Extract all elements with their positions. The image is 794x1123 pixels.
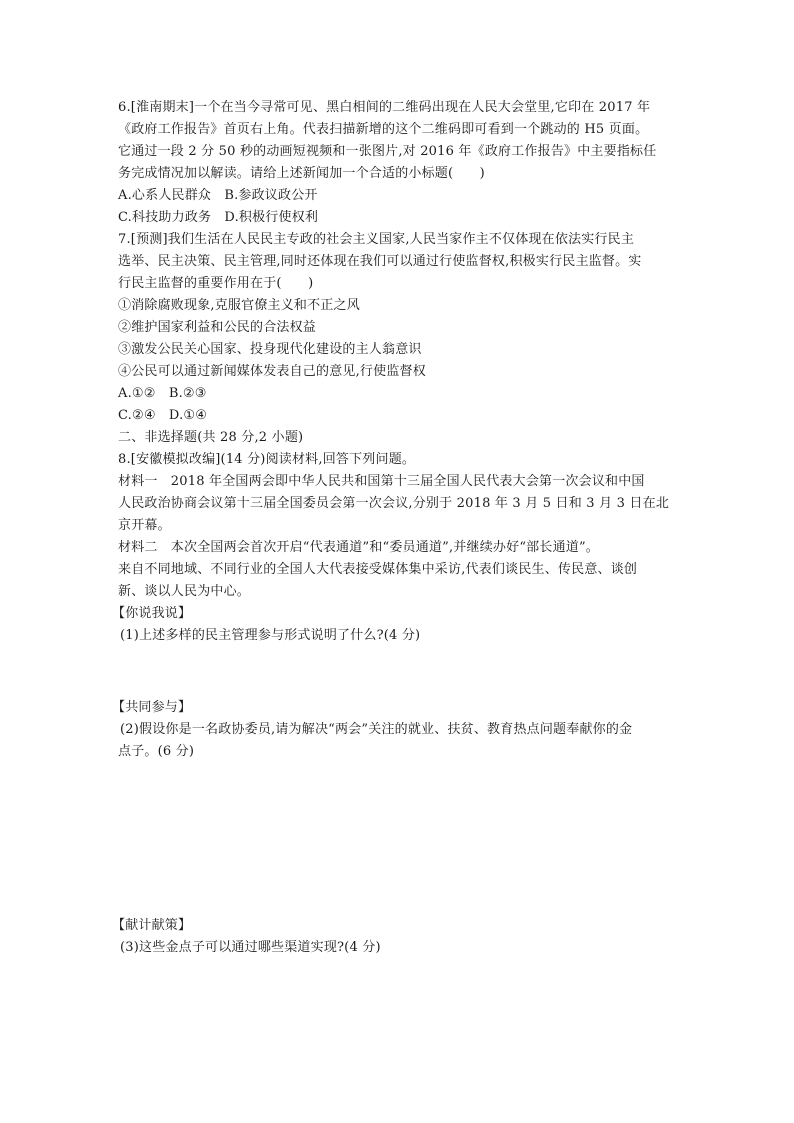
part2-heading: 【共同参与】 <box>112 700 192 715</box>
part2-question-line: (2)假设你是一名政协委员,请为解决“两会”关注的就业、扶贫、教育热点问题奉献你的金 <box>120 722 633 737</box>
q8-material-line: 人民政治协商会议第十三届全国委员会第一次会议,分别于 2018 年 3 月 5 日和 3 月 3 日在北 <box>118 496 670 511</box>
question-8 <box>112 449 678 959</box>
q6-stem-line: 它通过一段 2 分 50 秒的动画短视频和一张图片,对 2016 年《政府工作报告》中主要指标任 <box>118 144 657 159</box>
answer-space <box>118 763 678 915</box>
part1-question: (1)上述多样的民主管理参与形式说明了什么?(4 分) <box>120 628 421 643</box>
q6-stem-line: 《政府工作报告》首页右上角。代表扫描新增的这个二维码即可看到一个跳动的 H5 页面。 <box>118 122 649 137</box>
q6-stem-line: 务完成情况加以解读。请给上述新闻加一个合适的小标题( ) <box>118 166 485 181</box>
q7-options-line: C.②④ D.①④ <box>118 408 208 423</box>
q7-statement: ③激发公民关心国家、投身现代化建设的主人翁意识 <box>118 342 422 357</box>
question-6 <box>118 97 678 229</box>
q7-options-line: A.①② B.②③ <box>118 386 207 401</box>
part3-heading: 【献计献策】 <box>112 918 192 933</box>
q7-statement: ④公民可以通过新闻媒体发表自己的意见,行使监督权 <box>118 364 426 379</box>
q8-material-line: 京开幕。 <box>118 518 171 533</box>
q7-stem-line: 行民主监督的重要作用在于( ) <box>118 276 314 291</box>
q6-options-line: C.科技助力政务 D.积极行使权利 <box>118 210 319 225</box>
q8-material-line: 来自不同地域、不同行业的全国人大代表接受媒体集中采访,代表们谈民生、传民意、谈创 <box>118 562 638 577</box>
q8-stem-line: 8.[安徽模拟改编](14 分)阅读材料,回答下列问题。 <box>118 452 416 467</box>
q6-stem-line: 6.[淮南期末]一个在当今寻常可见、黑白相间的二维码出现在人民大会堂里,它印在 2017 年 <box>118 100 651 115</box>
q7-stem-line: 选举、民主决策、民主管理,同时还体现在我们可以通过行使监督权,积极实行民主监督。实 <box>118 254 642 269</box>
answer-space <box>118 647 678 697</box>
q7-stem-line: 7.[预测]我们生活在人民民主专政的社会主义国家,人民当家作主不仅体现在依法实行民主 <box>118 232 635 247</box>
worksheet-page <box>112 97 678 959</box>
part3-question: (3)这些金点子可以通过哪些渠道实现?(4 分) <box>120 940 381 955</box>
q8-material-line: 新、谈以人民为中心。 <box>118 584 251 599</box>
q6-options-line: A.心系人民群众 B.参政议政公开 <box>118 188 318 203</box>
q7-statement: ①消除腐败现象,克服官僚主义和不正之风 <box>118 298 360 313</box>
part1-heading: 【你说我说】 <box>112 606 192 621</box>
q8-material-line: 材料一 2018 年全国两会即中华人民共和国第十三届全国人民代表大会第一次会议和中国 <box>118 474 645 489</box>
question-7 <box>118 229 678 427</box>
section-title: 二、非选择题(共 28 分,2 小题) <box>118 430 304 445</box>
q7-statement: ②维护国家利益和公民的合法权益 <box>118 320 317 335</box>
q8-material-line: 材料二 本次全国两会首次开启“代表通道”和“委员通道”,并继续办好“部长通道”。 <box>118 540 600 555</box>
part2-question-line: 点子。(6 分) <box>118 744 195 759</box>
